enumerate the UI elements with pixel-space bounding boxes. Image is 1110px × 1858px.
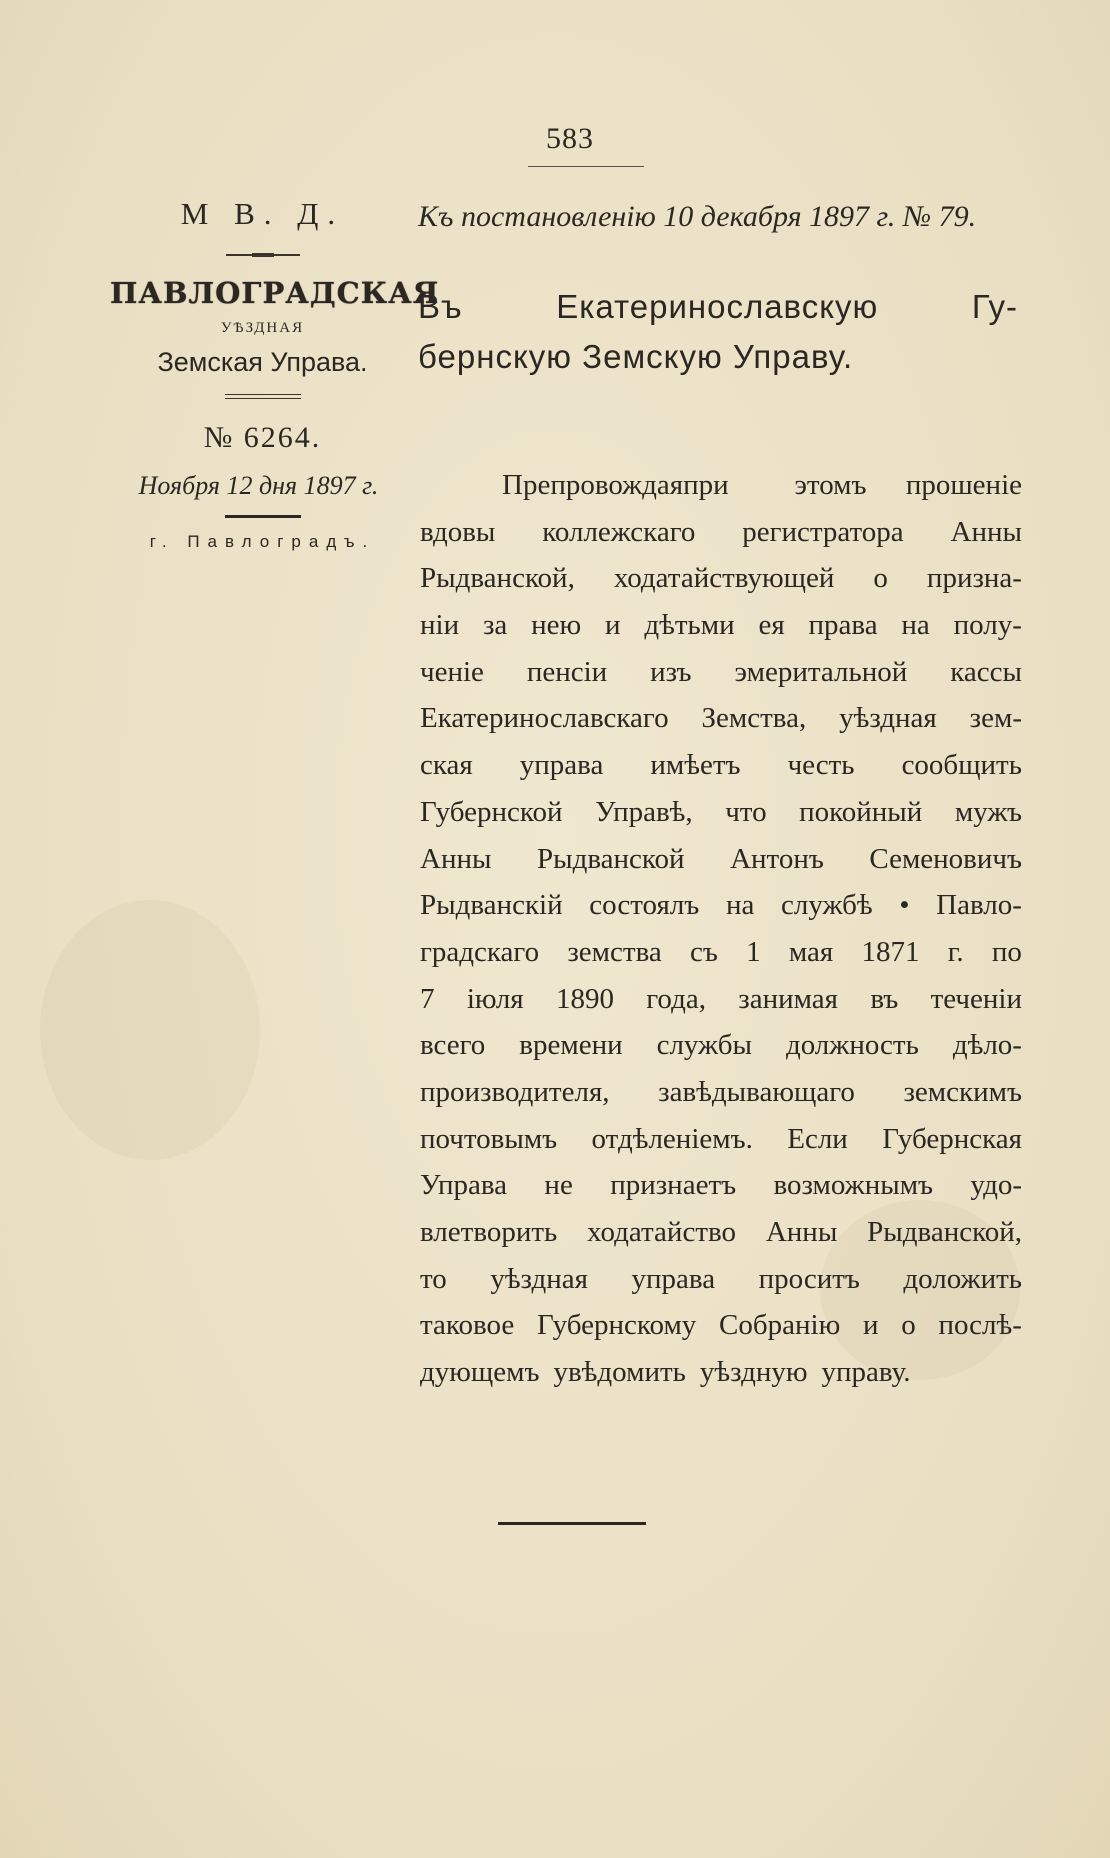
body-word: о (873, 562, 888, 595)
body-line (420, 1022, 1022, 1069)
city-label: г. Павлоградъ. (149, 532, 376, 551)
body-word: сообщить (901, 749, 1022, 782)
page-number: 583 (546, 122, 594, 155)
body-word: управу. (821, 1356, 911, 1389)
body-word: послѣ- (938, 1309, 1022, 1342)
body-word: Рыдванской, (420, 562, 575, 595)
body-line (420, 1256, 1022, 1303)
body-word: всего (420, 1029, 486, 1062)
body-line (420, 1349, 1022, 1396)
address-line-1 (418, 282, 1018, 332)
body-word: Управѣ, (595, 795, 693, 828)
body-word: службы (656, 1029, 752, 1062)
body-word: съ (690, 935, 718, 968)
body-word: влетворить (420, 1216, 558, 1248)
body-word: призна- (926, 562, 1022, 595)
body-word: этомъ (794, 469, 867, 501)
body-word: права (808, 609, 878, 642)
body-word: Управа (420, 1169, 508, 1202)
office-body: Земская Управа. (157, 347, 368, 377)
body-word: признаетъ (610, 1169, 737, 1202)
body-word: земства (567, 935, 662, 968)
body-word: Анны (420, 842, 492, 875)
body-word: Губернская (882, 1122, 1022, 1155)
office-name: ПАВЛОГРАДСКАЯ (110, 276, 440, 310)
body-line (420, 1162, 1022, 1209)
address-line-2: бернскую Земскую Управу. (418, 338, 854, 375)
body-word: состоялъ (589, 889, 700, 922)
body-word: полу- (953, 609, 1022, 642)
document-number: № 6264. (203, 421, 322, 454)
letterhead (110, 196, 440, 552)
body-word: ходатайство (587, 1216, 736, 1248)
body-word: честь (787, 749, 855, 782)
body-word: пенсіи (526, 655, 608, 688)
body-word: Екатеринославскаго (420, 702, 669, 735)
address-word: Гу- (971, 288, 1018, 325)
body-word: въ (870, 982, 899, 1015)
body-word: Рыдванскій (420, 889, 563, 922)
body-word: управа (631, 1262, 716, 1295)
body-word: имѣетъ (650, 749, 741, 782)
body-word: на (901, 609, 930, 642)
body-line (420, 555, 1022, 602)
body-word: изъ (650, 655, 692, 688)
body-word: Препровождая (502, 469, 684, 501)
body-word: производителя, (420, 1075, 610, 1108)
body-word: времени (519, 1029, 623, 1062)
body-word: Анны (950, 515, 1022, 548)
body-word: о (901, 1309, 916, 1342)
body-word: за (482, 609, 508, 642)
body-line (420, 649, 1022, 696)
body-line (420, 1069, 1022, 1116)
body-word: проситъ (758, 1262, 860, 1295)
body-word: ченіе (420, 655, 484, 688)
body-word: • (899, 889, 910, 922)
body-word: почтовымъ (420, 1122, 558, 1155)
body-word: эмеритальной (734, 655, 908, 688)
body-word: Губернскому (536, 1309, 697, 1342)
body-line (420, 695, 1022, 742)
body-word: ходатайствующей (613, 562, 835, 595)
body-word: Земства, (701, 702, 807, 735)
body-line (420, 1209, 1022, 1256)
body-word: доложить (903, 1262, 1022, 1295)
body-word: мужъ (954, 795, 1022, 828)
body-word: ея (758, 609, 785, 642)
body-line (420, 742, 1022, 789)
thick-rule (225, 515, 301, 518)
body-word: мая (788, 935, 834, 968)
address-block (418, 282, 1018, 382)
body-word: возможнымъ (773, 1169, 934, 1202)
ministry-label: М В. Д. (180, 196, 345, 231)
body-word: увѣдомить (553, 1356, 686, 1389)
body-word: управа (519, 749, 604, 782)
body-word: коллежскаго (542, 515, 696, 548)
body-word: 1890 (555, 982, 614, 1015)
body-word: іюля (466, 982, 524, 1015)
body-line (420, 602, 1022, 649)
body-word: дующемъ (420, 1356, 540, 1389)
body-word: прошеніе (905, 469, 1022, 501)
body-word: г. (947, 935, 964, 968)
body-word: 1 (746, 935, 761, 968)
body-word: 1871 (861, 935, 920, 968)
body-word: Если (787, 1122, 848, 1155)
body-word: то (420, 1262, 447, 1295)
body-word: Собранію (719, 1309, 841, 1342)
office-type: УѢЗДНАЯ (220, 320, 305, 336)
body-word: Рыдванской (536, 842, 685, 875)
resolution-note: Къ постановленію 10 декабря 1897 г. № 79. (418, 200, 977, 233)
body-word: на (725, 889, 755, 922)
body-word: уѣздную (699, 1356, 808, 1389)
body-line (420, 789, 1022, 836)
body-word: завѣдывающаго (658, 1075, 855, 1108)
body-word: 7 (420, 982, 435, 1015)
body-word: вдовы (420, 515, 496, 548)
body-line (420, 882, 1022, 929)
body-word: кассы (950, 655, 1022, 688)
body-word: Антонъ (730, 842, 824, 875)
body-word: занимая (738, 982, 839, 1015)
body-word: нею (531, 609, 582, 642)
body-word: регистратора (742, 515, 904, 548)
body-word: что (725, 795, 767, 828)
body-word: Губернской (420, 795, 563, 828)
end-rule (498, 1522, 646, 1525)
address-word: Въ (418, 288, 463, 325)
body-line (420, 462, 1022, 509)
body-line (420, 929, 1022, 976)
body-word: отдѣленіемъ. (591, 1122, 753, 1155)
body-word: градскаго (420, 935, 540, 968)
body-word: таковое (420, 1309, 515, 1342)
document-date: Ноября 12 дня 1897 г. (138, 471, 379, 500)
body-word: Павло- (936, 889, 1022, 922)
indented-line (502, 462, 1022, 509)
body-word: зем- (969, 702, 1022, 735)
body-word: Рыдванской, (867, 1216, 1022, 1248)
body-word: Семеновичъ (869, 842, 1022, 875)
body-word: земскимъ (903, 1075, 1022, 1108)
body-word: теченіи (930, 982, 1022, 1015)
body-line (420, 836, 1022, 883)
body-word: и (604, 609, 621, 642)
paper-stain (40, 900, 260, 1160)
body-word: покойный (799, 795, 923, 828)
body-word: Анны (765, 1216, 838, 1248)
body-line (420, 1116, 1022, 1163)
double-rule (225, 394, 301, 399)
body-word: ніи (420, 609, 460, 642)
address-word: Екатеринославскую (556, 288, 879, 325)
body-word: уѣздная (490, 1262, 588, 1295)
body-word: и (862, 1309, 879, 1342)
body-word: ская (420, 749, 473, 782)
body-line (420, 1302, 1022, 1349)
body-word: не (544, 1169, 573, 1202)
body-word: службѣ (781, 889, 873, 922)
body-word: по (991, 935, 1022, 968)
page-number-rule (528, 166, 644, 167)
body-line (420, 976, 1022, 1023)
body-word: дѣтьми (644, 609, 735, 642)
body-word: при (683, 469, 729, 501)
body-word: дѣло- (952, 1029, 1022, 1062)
body-word: уѣздная (839, 702, 937, 735)
letter-body (420, 462, 1022, 1396)
body-word: года, (646, 982, 706, 1015)
ornament-rule (226, 254, 300, 256)
body-word: должность (785, 1029, 919, 1062)
body-word: удо- (970, 1169, 1022, 1202)
body-line (420, 509, 1022, 556)
